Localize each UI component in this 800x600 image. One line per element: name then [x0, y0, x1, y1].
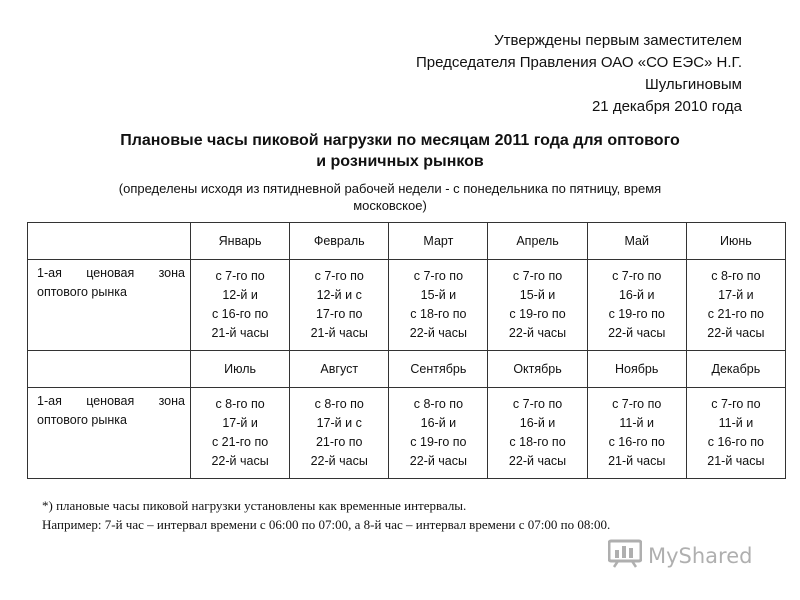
hours-line: 17-й и: [718, 288, 754, 302]
hours-cell: [686, 388, 785, 479]
hours-line: с 7-го по: [413, 269, 464, 283]
month-header: Июль: [191, 351, 290, 388]
hours-cell: [389, 388, 488, 479]
month-header: Декабрь: [686, 351, 785, 388]
hours-line: 22-й часы: [508, 326, 567, 340]
hours-cell: [290, 260, 389, 351]
hours-line: 22-й часы: [608, 326, 666, 340]
month-header: Ноябрь: [587, 351, 686, 388]
hours-line: с 16-го по: [707, 435, 764, 449]
hours-line: с 19-го по: [410, 435, 467, 449]
month-header: Апрель: [488, 223, 587, 260]
zone-data-row: [28, 260, 786, 351]
month-header: Февраль: [290, 223, 389, 260]
hours-line: с 18-го по: [509, 435, 566, 449]
hours-line: 22-й часы: [508, 454, 567, 468]
hours-line: с 7-го по: [612, 269, 662, 283]
zone-label: 1-ая ценовая зона оптового рынка: [28, 388, 191, 479]
month-header: Июнь: [686, 223, 785, 260]
peak-hours-table: [27, 222, 786, 479]
month-header: Сентябрь: [389, 351, 488, 388]
subtitle-line: московское): [353, 198, 427, 213]
subtitle-line: (определены исходя из пятидневной рабочей недели - с понедельника по пятницу, время: [118, 181, 662, 196]
footnote-line: Например: 7-й час – интервал времени с 06:00 по 07:00, а 8-й час – интервал времени с 07:00 по 08:00.: [42, 517, 611, 532]
hours-line: с 8-го по: [711, 269, 761, 283]
month-header-row: [28, 223, 786, 260]
hours-line: 16-й и: [618, 288, 655, 302]
hours-line: с 8-го по: [215, 397, 265, 411]
hours-line: с 16-го по: [211, 307, 269, 321]
hours-cell: [587, 260, 686, 351]
hours-line: 12-й и с: [316, 288, 362, 302]
hours-line: 17-го по: [315, 307, 363, 321]
approval-date: 21 декабря 2010 года: [591, 98, 742, 115]
hours-line: 21-й часы: [211, 326, 269, 340]
hours-line: 22-й часы: [409, 326, 467, 340]
hours-line: с 7-го по: [512, 397, 563, 411]
hours-line: 22-й часы: [707, 326, 765, 340]
approval-block: [416, 30, 742, 118]
hours-line: 21-й часы: [608, 454, 666, 468]
hours-line: с 21-го по: [707, 307, 764, 321]
hours-cell: [587, 388, 686, 479]
presentation-board-icon: [608, 538, 642, 573]
hours-cell: [488, 260, 587, 351]
hours-cell: [686, 260, 785, 351]
hours-line: с 7-го по: [612, 397, 662, 411]
approval-line: Шульгиновым: [644, 76, 742, 93]
hours-line: 16-й и: [420, 416, 457, 430]
hours-line: 21-го по: [315, 435, 363, 449]
corner-cell: [28, 351, 191, 388]
month-header: Март: [389, 223, 488, 260]
month-header: Август: [290, 351, 389, 388]
hours-cell: [488, 388, 587, 479]
zone-label: 1-ая ценовая зона оптового рынка: [28, 260, 191, 351]
corner-cell: [28, 223, 191, 260]
hours-line: с 8-го по: [314, 397, 364, 411]
document-title: [20, 130, 780, 172]
hours-line: с 7-го по: [314, 269, 364, 283]
footnote: [42, 496, 610, 534]
document-subtitle: [60, 180, 720, 214]
hours-line: с 19-го по: [509, 307, 566, 321]
hours-line: 16-й и: [519, 416, 556, 430]
hours-line: с 21-го по: [211, 435, 269, 449]
hours-line: 17-й и: [222, 416, 258, 430]
month-header: Май: [587, 223, 686, 260]
myshared-logo: [608, 538, 752, 573]
hours-line: 15-й и: [420, 288, 457, 302]
title-line: и розничных рынков: [316, 153, 484, 170]
zone-data-row: [28, 388, 786, 479]
hours-line: 21-й часы: [707, 454, 765, 468]
logo-text: MyShared: [648, 543, 753, 568]
approval-line: Утверждены первым заместителем: [494, 32, 742, 49]
title-line: Плановые часы пиковой нагрузки по месяцам 2011 года для оптового: [120, 132, 680, 149]
hours-line: с 18-го по: [410, 307, 467, 321]
month-header: Октябрь: [488, 351, 587, 388]
month-header-row: [28, 351, 786, 388]
hours-line: 22-й часы: [409, 454, 467, 468]
hours-line: 12-й и: [222, 288, 258, 302]
hours-cell: [290, 388, 389, 479]
hours-line: с 16-го по: [608, 435, 665, 449]
approval-line: Председателя Правления ОАО «СО ЕЭС» Н.Г.: [415, 54, 742, 71]
hours-cell: [191, 260, 290, 351]
footnote-line: *) плановые часы пиковой нагрузки установлены как временные интервалы.: [42, 498, 467, 513]
hours-line: с 7-го по: [711, 397, 761, 411]
hours-line: с 7-го по: [215, 269, 265, 283]
hours-line: 17-й и с: [316, 416, 362, 430]
hours-cell: [191, 388, 290, 479]
hours-line: с 8-го по: [413, 397, 464, 411]
hours-line: 11-й и: [619, 416, 654, 430]
hours-line: 15-й и: [519, 288, 556, 302]
hours-line: 22-й часы: [211, 454, 269, 468]
month-header: Январь: [191, 223, 290, 260]
hours-cell: [389, 260, 488, 351]
hours-line: 21-й часы: [310, 326, 368, 340]
hours-line: с 19-го по: [608, 307, 665, 321]
hours-line: 22-й часы: [310, 454, 368, 468]
hours-line: 11-й и: [718, 416, 754, 430]
hours-line: с 7-го по: [512, 269, 563, 283]
